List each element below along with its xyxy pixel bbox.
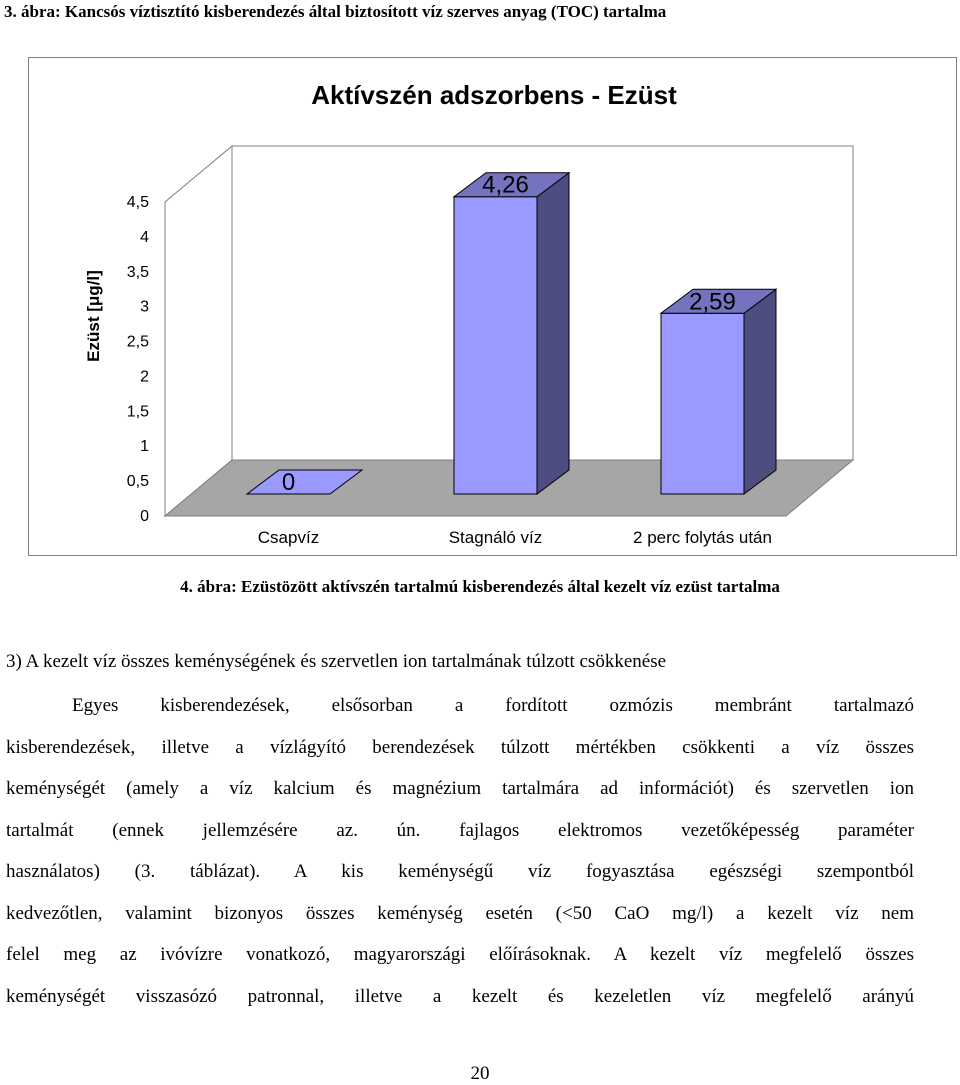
- y-tick-label: 1,5: [126, 403, 149, 421]
- x-tick-label: 2 perc folytás után: [633, 528, 772, 547]
- paragraph-line: kisberendezések, illetve a vízlágyító berendezések túlzott mértékben csökkenti a víz összes: [6, 736, 914, 758]
- chart-side-wall: [165, 146, 232, 516]
- chart-frame: [28, 57, 957, 556]
- y-tick-label: 2: [140, 368, 149, 386]
- y-tick-label: 4: [140, 228, 149, 246]
- page-number: 20: [470, 1063, 490, 1084]
- x-tick-label: Csapvíz: [257, 528, 320, 547]
- y-tick-label: 1: [140, 438, 149, 456]
- bar-side: [537, 173, 569, 494]
- bar-front: [454, 197, 537, 494]
- y-tick-label: 2,5: [126, 333, 149, 351]
- paragraph-line: tartalmát (ennek jellemzésére az. ún. fajlagos elektromos vezetőképesség paraméter: [6, 819, 914, 841]
- bar-side: [744, 289, 776, 494]
- paragraph-line: felel meg az ivóvízre vonatkozó, magyarországi előírásoknak. A kezelt víz megfelelő összes: [6, 944, 914, 965]
- bar-front: [661, 313, 744, 494]
- paragraph-line: keménységét visszasózó patronnal, illetve a kezelt és kezeletlen víz megfelelő arányú: [6, 985, 914, 1007]
- y-axis-label: Ezüst [μg/l]: [84, 270, 103, 362]
- y-tick-label: 0: [140, 508, 149, 525]
- y-tick-label: 3,5: [126, 263, 149, 281]
- figure3-caption: 3. ábra: Kancsós víztisztító kisberendezés által biztosított víz szerves anyag (TOC) tartalma: [4, 2, 667, 21]
- section-heading: 3) A kezelt víz összes keménységének és szervetlen ion tartalmának túlzott csökkenése: [6, 651, 667, 672]
- data-label: 4,26: [482, 171, 529, 199]
- paragraph-line: kedvezőtlen, valamint bizonyos összes keménység esetén (<50 CaO mg/l) a kezelt víz nem: [6, 902, 914, 924]
- bar-chart: [29, 58, 956, 555]
- body-paragraph: [6, 685, 914, 1017]
- paragraph-line: keménységét (amely a víz kalcium és magnézium tartalmára ad információt) és szervetlen ion: [6, 778, 914, 799]
- data-label: 0: [281, 469, 296, 496]
- paragraph-line: használatos) (3. táblázat). A kis keménységű víz fogyasztása egészségi szempontból: [6, 861, 914, 882]
- y-tick-label: 0,5: [126, 473, 149, 491]
- paragraph-line: Egyes kisberendezések, elsősorban a fordított ozmózis membránt tartalmazó: [72, 695, 914, 716]
- y-tick-label: 4,5: [126, 194, 149, 211]
- y-tick-label: 3: [140, 298, 149, 316]
- figure4-caption: 4. ábra: Ezüstözött aktívszén tartalmú kisberendezés által kezelt víz ezüst tartalma: [180, 577, 780, 596]
- data-label: 2,59: [689, 288, 736, 316]
- chart-title: Aktívszén adszorbens - Ezüst: [311, 80, 677, 110]
- x-tick-label: Stagnáló víz: [448, 528, 543, 547]
